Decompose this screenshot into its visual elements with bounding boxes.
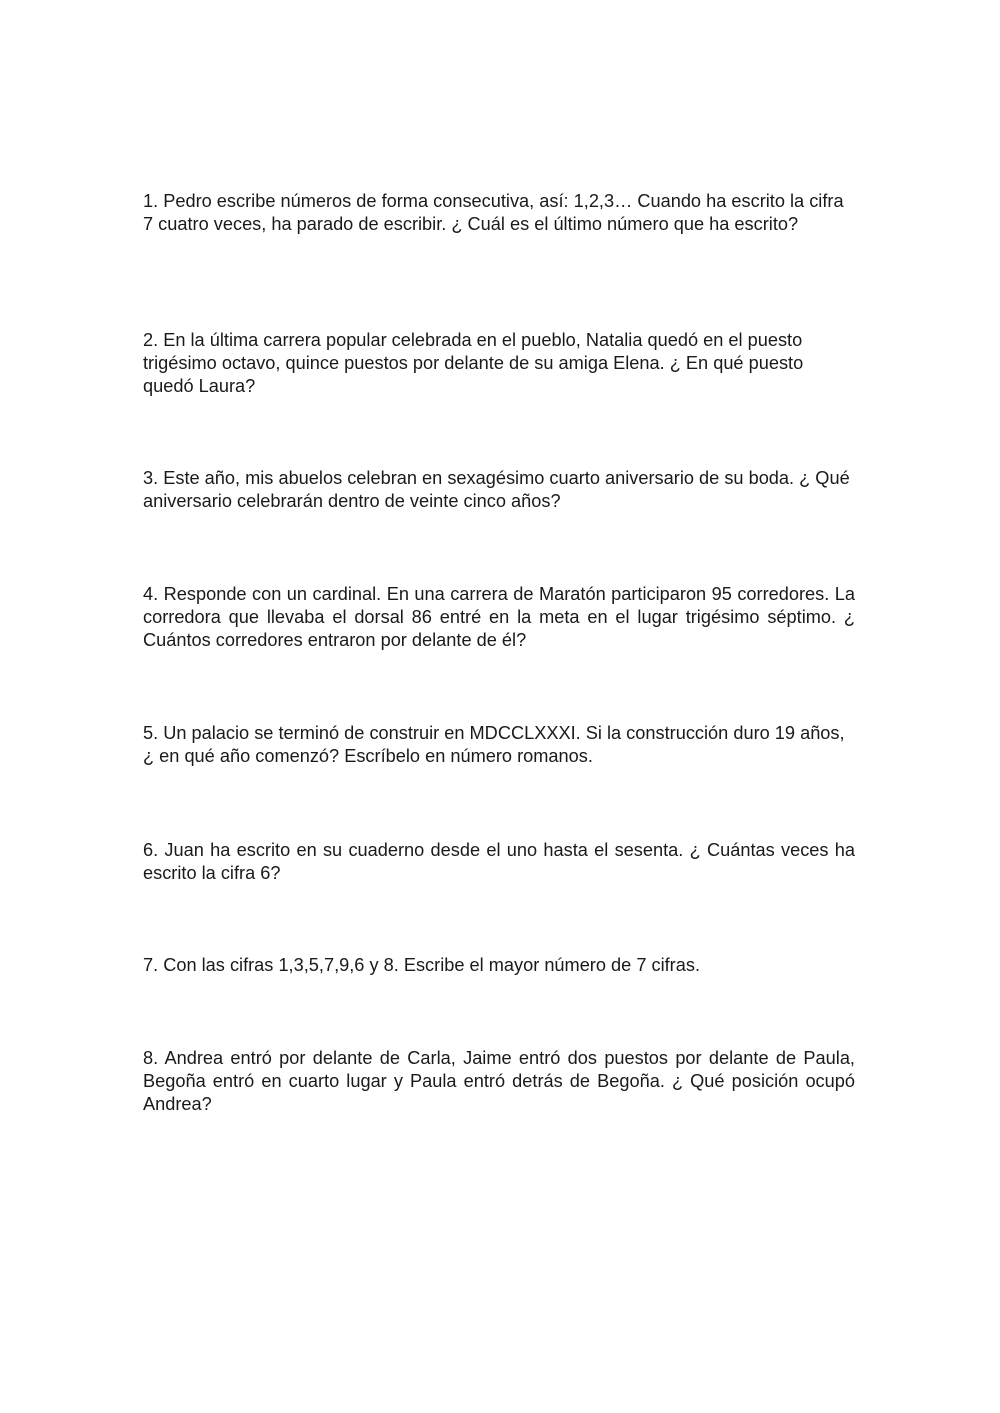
problem-3: 3. Este año, mis abuelos celebran en sexagésimo cuarto aniversario de su boda. ¿ Qué aniversario celebrarán dentro de veinte cinco años?: [143, 468, 850, 512]
problem-8: 8. Andrea entró por delante de Carla, Jaime entró dos puestos por delante de Paula, Begoña entró en cuarto lugar y Paula entró detrás de Begoña. ¿ Qué posición ocupó Andrea?: [143, 1048, 855, 1115]
problem-6: 6. Juan ha escrito en su cuaderno desde el uno hasta el sesenta. ¿ Cuántas veces ha escrito la cifra 6?: [143, 840, 855, 884]
problem-7: 7. Con las cifras 1,3,5,7,9,6 y 8. Escribe el mayor número de 7 cifras.: [143, 955, 700, 975]
problem-2: 2. En la última carrera popular celebrada en el pueblo, Natalia quedó en el puesto trigésimo octavo, quince puestos por delante de su amiga Elena. ¿ En qué puesto quedó Laura?: [143, 330, 804, 397]
problem-5: 5. Un palacio se terminó de construir en MDCCLXXXI. Si la construcción duro 19 años, ¿ en qué año comenzó? Escríbelo en número romanos.: [143, 723, 845, 767]
problem-1: 1. Pedro escribe números de forma consecutiva, así: 1,2,3… Cuando ha escrito la cifra 7 cuatro veces, ha parado de escribir. ¿ Cuál es el último número que ha escrito?: [143, 191, 844, 235]
problem-4: 4. Responde con un cardinal. En una carrera de Maratón participaron 95 corredores. La corredora que llevaba el dorsal 86 entré en la meta en el lugar trigésimo séptimo. ¿ Cuántos corredores entraron por delante de él?: [143, 584, 855, 651]
